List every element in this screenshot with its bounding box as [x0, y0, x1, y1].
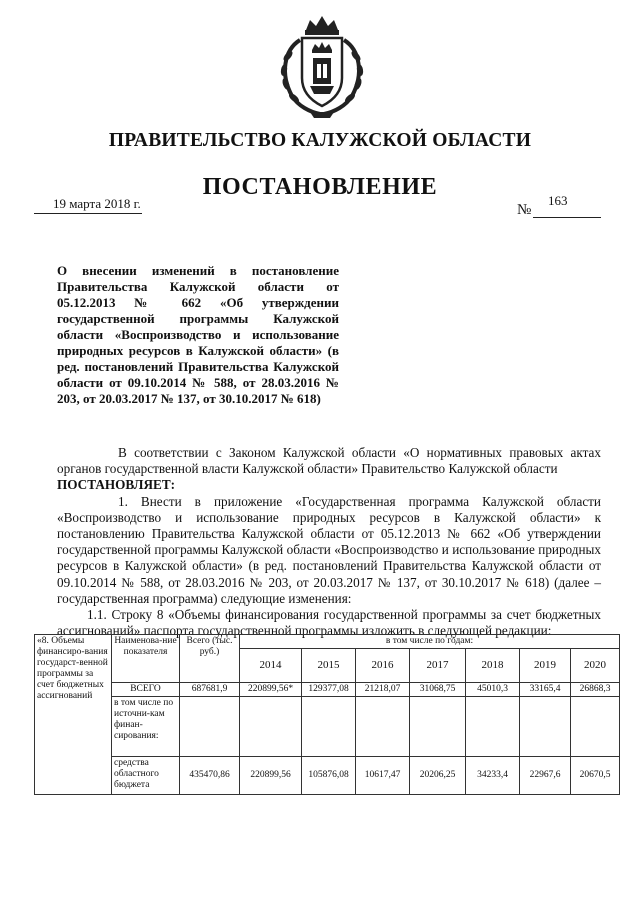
year-header: 2018 — [466, 649, 520, 683]
table-cell-total: 435470,86 — [180, 757, 240, 795]
document-subject: О внесении изменений в постановление Правительства Калужской области от 05.12.2013 № 662 «Об утверждении государственной программы Калужской области «Воспроизводство и использование природных ресурсов в Калужской области» (в ред. постановлений Правительства Калужской области от 09.10.2014 № 588, от 28.03.2016 № 203, от 20.03.2017 № 137, от 30.10.2017 № 618) — [57, 263, 339, 406]
table-cell — [466, 697, 520, 757]
year-header: 2017 — [410, 649, 466, 683]
table-cell: 129377,08 — [302, 683, 356, 697]
number-underline — [533, 217, 601, 218]
item-1-1-paragraph: 1.1. Строку 8 «Объемы финансирования государственной программы за счет бюджетных ассигнований» паспорта государственной программы изложить в следующей редакции: — [57, 607, 601, 639]
years-header: в том числе по годам: — [240, 635, 620, 649]
document-date: 19 марта 2018 г. — [53, 196, 141, 211]
table-cell: 26868,3 — [571, 683, 620, 697]
date-underline — [34, 213, 142, 214]
table-cell — [302, 697, 356, 757]
table-cell — [571, 697, 620, 757]
table-cell: 31068,75 — [410, 683, 466, 697]
document-body — [57, 445, 601, 639]
table-cell: 22967,6 — [520, 757, 571, 795]
year-header: 2014 — [240, 649, 302, 683]
table-cell: 45010,3 — [466, 683, 520, 697]
table-row-name: средства областного бюджета — [112, 757, 180, 795]
table-cell — [240, 697, 302, 757]
table-cell-total: 687681,9 — [180, 683, 240, 697]
name-header: Наименова-ние показателя — [112, 635, 180, 683]
table-cell: 20206,25 — [410, 757, 466, 795]
table-row-name: ВСЕГО — [112, 683, 180, 697]
table-cell: 105876,08 — [302, 757, 356, 795]
table-cell — [410, 697, 466, 757]
table-cell: 33165,4 — [520, 683, 571, 697]
table-cell: 10617,47 — [356, 757, 410, 795]
document-number: 163 — [548, 193, 568, 208]
coat-of-arms-emblem — [270, 14, 374, 122]
table-cell: 34233,4 — [466, 757, 520, 795]
year-header: 2015 — [302, 649, 356, 683]
financing-table — [34, 634, 620, 795]
year-header: 2016 — [356, 649, 410, 683]
table-cell-total — [180, 697, 240, 757]
table-cell: 220899,56 — [240, 757, 302, 795]
table-cell: 20670,5 — [571, 757, 620, 795]
decree-word: ПОСТАНОВЛЯЕТ: — [57, 477, 176, 493]
table-row-name: в том числе по источни-кам финан-сирования: — [112, 697, 180, 757]
item-1-paragraph: 1. Внести в приложение «Государственная программа Калужской области «Воспроизводство и использование природных ресурсов в Калужской области» к постановлению Правительства Калужской области от 05.12.2013 № 662 «Об утверждении государственной программы Калужской области «Воспроизводство и использование природных ресурсов в Калужской области» (в ред. постановлений Правительства Калужской области от 09.10.2014 № 588, от 28.03.2016 № 203, от 20.03.2017 № 137, от 30.10.2017 № 618) (далее – государственная программа) следующие изменения: — [57, 493, 601, 606]
table-cell: 21218,07 — [356, 683, 410, 697]
intro-paragraph: В соответствии с Законом Калужской области «О нормативных правовых актах органов государственной власти Калужской области» Правительство Калужской области — [57, 445, 601, 477]
year-header: 2020 — [571, 649, 620, 683]
total-header: Всего (тыс. руб.) — [180, 635, 240, 683]
government-title: ПРАВИТЕЛЬСТВО КАЛУЖСКОЙ ОБЛАСТИ — [108, 130, 532, 151]
document-type: ПОСТАНОВЛЕНИЕ — [202, 174, 438, 200]
table-cell — [356, 697, 410, 757]
row-label-cell: «8. Объемы финансиро-вания государст-венной программы за счет бюджетных ассигнований — [35, 635, 112, 795]
document-number-label: № — [517, 202, 532, 218]
year-header: 2019 — [520, 649, 571, 683]
table-cell — [520, 697, 571, 757]
table-cell: 220899,56* — [240, 683, 302, 697]
